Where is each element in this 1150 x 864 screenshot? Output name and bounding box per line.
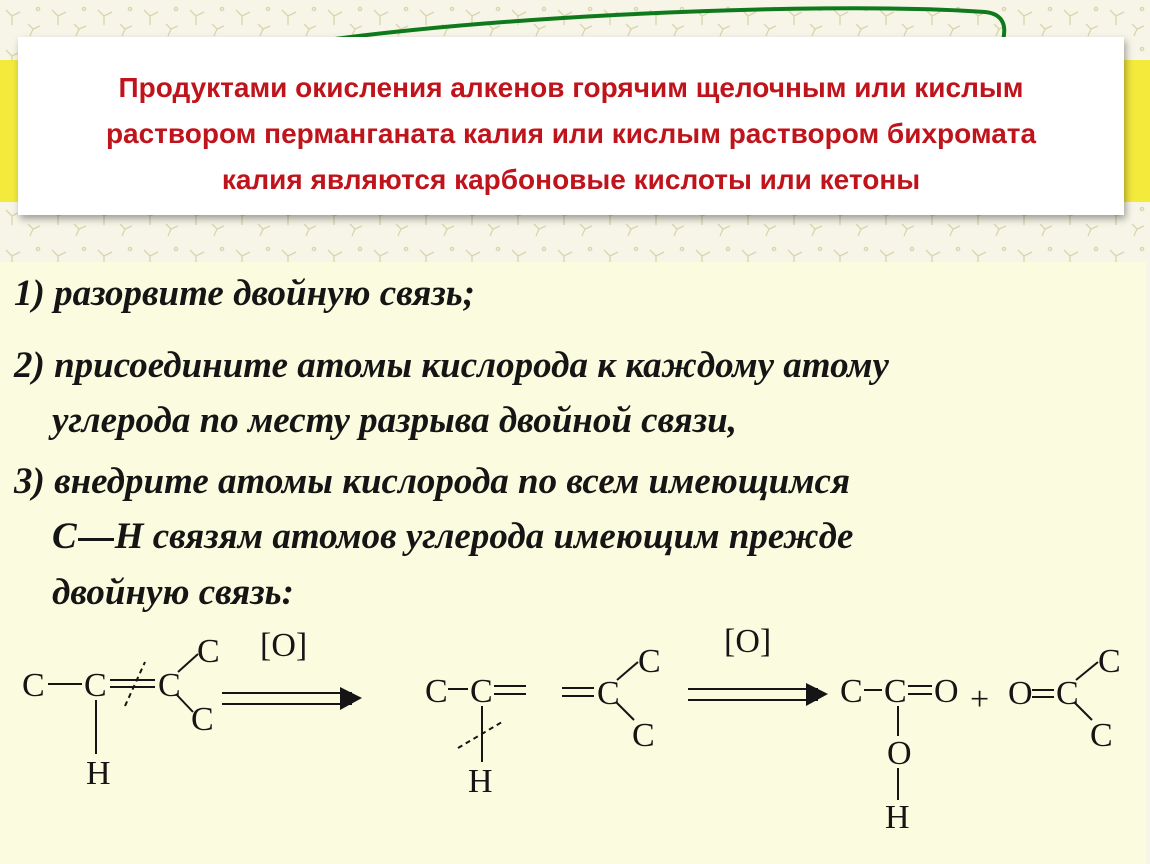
rule-3-line-3: двойную связь: xyxy=(52,572,294,613)
intermediate-c-top: C xyxy=(638,643,661,680)
reactant-c1: C xyxy=(22,667,45,704)
intermediate-c-bottom: C xyxy=(632,717,655,754)
arrow-2-head xyxy=(806,683,828,706)
rule-3-line-1: 3) внедрите атомы кислорода по всем имеющимся xyxy=(14,461,851,502)
ketone-bond-c-top xyxy=(1076,662,1098,680)
arrow-1-head xyxy=(340,687,362,710)
ketone-c-top: C xyxy=(1098,643,1121,680)
ketone-o: O xyxy=(1008,675,1033,712)
reactant-break-mark xyxy=(125,662,145,706)
acid-o-double: O xyxy=(934,673,959,710)
acid-c2: C xyxy=(884,673,907,710)
single-bond-dash xyxy=(78,538,114,541)
definition-text xyxy=(18,65,1124,203)
acid-o-hydroxyl: O xyxy=(887,735,912,772)
definition-box xyxy=(18,37,1124,215)
reactant-c2: C xyxy=(84,667,107,704)
ketone-c-bottom: C xyxy=(1090,717,1113,754)
intermediate-c3: C xyxy=(597,675,620,712)
reactant-c-top: C xyxy=(197,633,220,670)
definition-line-3: калия являются карбоновые кислоты или кетоны xyxy=(221,164,921,195)
intermediate-c2: C xyxy=(470,673,493,710)
intermediate-break-mark xyxy=(458,722,502,748)
rule-2-line-2: углерода по месту разрыва двойной связи, xyxy=(52,400,737,441)
oxidant-label-2: [O] xyxy=(724,623,772,660)
rule-3-line-2 xyxy=(52,507,853,566)
intermediate-bond-c-top xyxy=(617,662,638,680)
ketone-c: C xyxy=(1056,675,1079,712)
reactant-h: H xyxy=(86,755,111,792)
acid-h: H xyxy=(885,799,910,836)
reactant-c-bottom: C xyxy=(191,701,214,738)
rule-2-line-1: 2) присоедините атомы кислорода к каждому атому xyxy=(14,345,889,386)
rule-1: 1) разорвите двойную связь; xyxy=(14,273,475,314)
rule-3-line-2-text: Н связям атомов углерода имеющим прежде xyxy=(114,516,854,557)
definition-line-1: Продуктами окисления алкенов горячим щелочным или кислым xyxy=(118,72,1024,103)
reaction-scheme xyxy=(0,620,1150,864)
definition-line-2: раствором перманганата калия или кислым раствором бихромата xyxy=(105,118,1037,149)
reactant-c3: C xyxy=(158,667,181,704)
carbon-symbol: С xyxy=(52,516,77,557)
plus-sign: + xyxy=(970,681,990,718)
oxidant-label-1: [O] xyxy=(260,627,308,664)
intermediate-c1: C xyxy=(425,673,448,710)
acid-c1: C xyxy=(840,673,863,710)
ch-bond-label xyxy=(52,507,115,566)
reactant-bond-c3-top xyxy=(178,654,198,672)
intermediate-h: H xyxy=(468,763,493,800)
